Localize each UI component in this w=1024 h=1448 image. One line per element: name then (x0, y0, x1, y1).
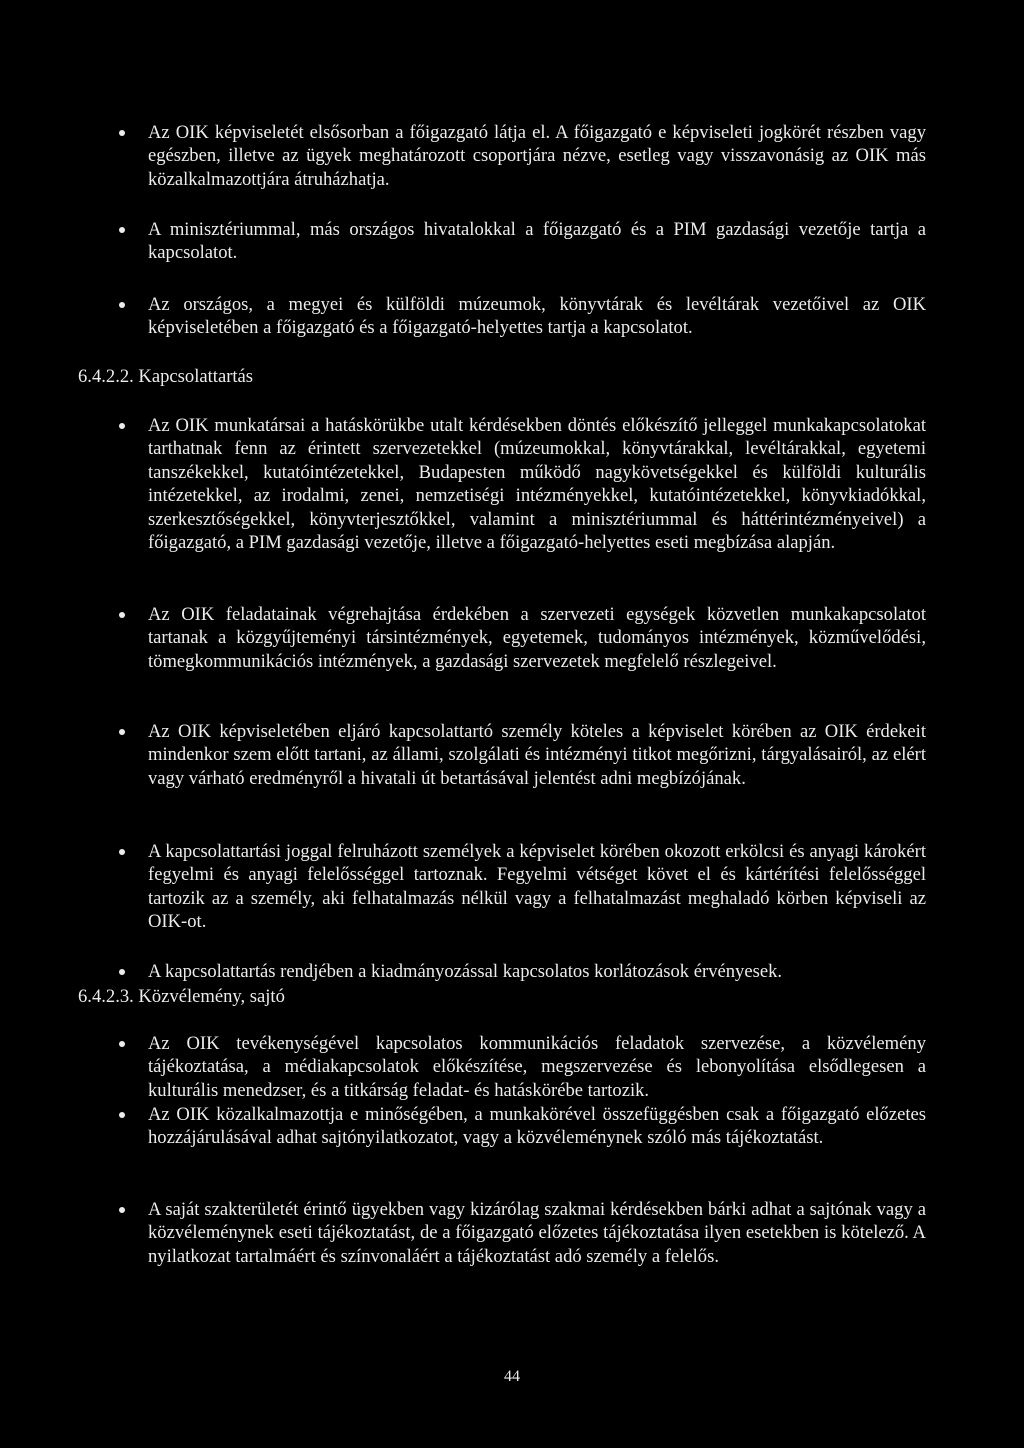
list-item (148, 1032, 926, 1102)
paragraph-text: A kapcsolattartási joggal felruházott személyek a képviselet körében okozott erkölcsi és anyagi károkért fegyelmi és anyagi felelősséggel tartoznak. Fegyelmi vétséget követ el és kártérítési felelősséggel tartozik az a személy, aki felhatalmazás nélkül vagy a felhatalmazást meghaladó körben képviseli az OIK-ot. (148, 841, 926, 933)
list-item (148, 1198, 926, 1268)
bullet-icon (119, 969, 125, 975)
paragraph-text: A minisztériummal, más országos hivatalokkal a főigazgató és a PIM gazdasági vezetője tartja a kapcsolatot. (148, 219, 926, 264)
paragraph-text: Az OIK képviseletét elsősorban a főigazgató látja el. A főigazgató e képviseleti jogkörét részben vagy egészben, illetve az ügyek meghatározott csoportjára nézve, esetleg vagy visszavonásig az OIK más közalkalmazottjára átruházhatja. (148, 122, 926, 190)
list-item (148, 603, 926, 673)
bullet-icon (119, 1041, 125, 1047)
bullet-icon (119, 227, 125, 233)
list-item (148, 1103, 926, 1150)
bullet-icon (119, 130, 125, 136)
paragraph-text: Az OIK feladatainak végrehajtása érdekében a szervezeti egységek közvetlen munkakapcsolatot tartanak a közgyűjteményi társintézmények, egyetemek, tudományos intézmények, közművelődési, tömegkommunikációs intézmények, a gazdasági szervezetek megfelelő részlegeivel. (148, 604, 926, 672)
bullet-icon (119, 612, 125, 618)
paragraph-text: Az országos, a megyei és külföldi múzeumok, könyvtárak és levéltárak vezetőivel az OIK képviseletében a főigazgató és a főigazgató-helyettes tartja a kapcsolatot. (148, 294, 926, 339)
paragraph-text: Az OIK közalkalmazottja e minőségében, a munkakörével összefüggésben csak a főigazgató előzetes hozzájárulásával adhat sajtónyilatkozatot, vagy a közvéleménynek szóló más tájékoztatást. (148, 1104, 926, 1149)
list-item (148, 121, 926, 191)
bullet-icon (119, 302, 125, 308)
paragraph-text: A saját szakterületét érintő ügyekben vagy kizárólag szakmai kérdésekben bárki adhat a sajtónak vagy a közvéleménynek eseti tájékoztatást, de a főigazgató előzetes tájékoztatása ilyen esetekben is kötelező. A nyilatkozat tartalmáért és színvonaláért a tájékoztatást adó személy a felelős. (148, 1199, 926, 1267)
paragraph-text: Az OIK munkatársai a hatáskörükbe utalt kérdésekben döntés előkészítő jelleggel munkakapcsolatokat tarthatnak fenn az érintett szervezetekkel (múzeumokkal, könyvtárakkal, levéltárakkal, egyetemi tanszékekkel, kutatóintézetekkel, Budapesten működő nagykövetségekkel és külföldi kulturális intézetekkel, az irodalmi, zenei, nemzetiségi intézményekkel, kutatóintézetekkel, könyvkiadókkal, szerkesztőségekkel, könyvterjesztőkkel, valamint a minisztériummal és háttérintézményeivel) a főigazgató, a PIM gazdasági vezetője, illetve a főigazgató-helyettes eseti megbízása alapján. (148, 415, 926, 554)
section-heading: 6.4.2.2. Kapcsolattartás (78, 366, 254, 387)
bullet-icon (119, 423, 125, 429)
bullet-icon (119, 1207, 125, 1213)
list-item (148, 720, 926, 790)
list-item (148, 218, 926, 265)
list-item (148, 293, 926, 340)
bullet-icon (119, 729, 125, 735)
section-heading: 6.4.2.3. Közvélemény, sajtó (78, 986, 285, 1007)
paragraph-text: Az OIK tevékenységével kapcsolatos kommunikációs feladatok szervezése, a közvélemény tájékoztatása, a médiakapcsolatok előkészítése, megszervezése és lebonyolítása elsődlegesen a kulturális menedzser, és a titkárság feladat- és hatáskörébe tartozik. (148, 1033, 926, 1101)
list-item (148, 840, 926, 934)
list-item (148, 414, 926, 554)
bullet-icon (119, 849, 125, 855)
paragraph-text: Az OIK képviseletében eljáró kapcsolattartó személy köteles a képviselet körében az OIK érdekeit mindenkor szem előtt tartani, az állami, szolgálati és intézményi titkot megőrizni, tárgyalásairól, az elért vagy várható eredményről a hivatali út betartásával jelentést adni megbízójának. (148, 721, 926, 789)
list-item (148, 960, 926, 983)
paragraph-text: A kapcsolattartás rendjében a kiadmányozással kapcsolatos korlátozások érvényesek. (148, 961, 783, 982)
bullet-icon (119, 1112, 125, 1118)
page-number: 44 (504, 1368, 520, 1385)
